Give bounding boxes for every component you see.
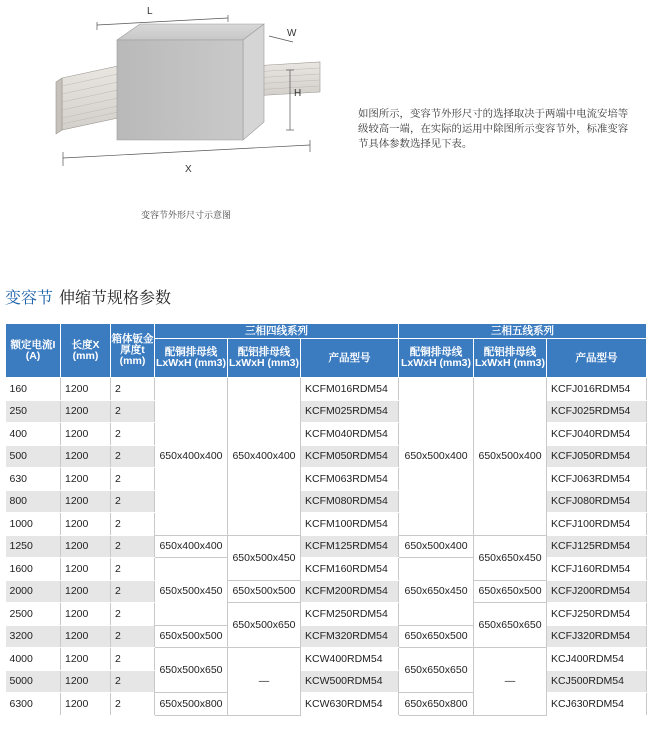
header-group-5wire: 三相五线系列 bbox=[399, 324, 647, 339]
cell-thickness: 2 bbox=[111, 580, 155, 603]
cell-model-4wire: KCFM025RDM54 bbox=[301, 400, 399, 423]
cell-al-4wire: 650x500x500 bbox=[228, 580, 301, 603]
cell-model-5wire: KCJ400RDM54 bbox=[547, 648, 647, 671]
cell-length: 1200 bbox=[61, 468, 111, 491]
cell-current: 1250 bbox=[6, 535, 61, 558]
cell-model-4wire: KCFM080RDM54 bbox=[301, 490, 399, 513]
cell-current: 4000 bbox=[6, 648, 61, 671]
cell-thickness: 2 bbox=[111, 445, 155, 468]
cell-length: 1200 bbox=[61, 513, 111, 536]
header-current: 额定电流I (A) bbox=[6, 324, 61, 378]
table-row bbox=[6, 423, 647, 446]
table-row bbox=[6, 513, 647, 536]
dim-label-w: W bbox=[287, 28, 297, 39]
cell-model-5wire: KCFJ040RDM54 bbox=[547, 423, 647, 446]
header-length: 长度X (mm) bbox=[61, 324, 111, 378]
spec-table bbox=[5, 323, 647, 716]
cell-al-5wire: 650x650x650 bbox=[474, 603, 547, 648]
cell-thickness: 2 bbox=[111, 625, 155, 648]
cell-al-5wire: 650x500x400 bbox=[474, 378, 547, 536]
section-title bbox=[5, 285, 171, 308]
cell-current: 3200 bbox=[6, 625, 61, 648]
cell-length: 1200 bbox=[61, 558, 111, 581]
cell-model-5wire: KCFJ100RDM54 bbox=[547, 513, 647, 536]
table-row bbox=[6, 670, 647, 693]
table-row bbox=[6, 445, 647, 468]
cell-length: 1200 bbox=[61, 445, 111, 468]
cell-length: 1200 bbox=[61, 423, 111, 446]
header-model-4wire: 产品型号 bbox=[301, 339, 399, 378]
cell-thickness: 2 bbox=[111, 468, 155, 491]
cell-thickness: 2 bbox=[111, 423, 155, 446]
cell-current: 5000 bbox=[6, 670, 61, 693]
cell-thickness: 2 bbox=[111, 513, 155, 536]
cell-model-5wire: KCFJ250RDM54 bbox=[547, 603, 647, 626]
cell-model-4wire: KCFM063RDM54 bbox=[301, 468, 399, 491]
cell-current: 500 bbox=[6, 445, 61, 468]
cell-model-4wire: KCW400RDM54 bbox=[301, 648, 399, 671]
cell-cu-4wire: 650x500x450 bbox=[155, 558, 228, 626]
cell-model-4wire: KCFM320RDM54 bbox=[301, 625, 399, 648]
table-row bbox=[6, 378, 647, 401]
cell-al-4wire: 650x400x400 bbox=[228, 378, 301, 536]
cell-model-4wire: KCFM250RDM54 bbox=[301, 603, 399, 626]
cell-thickness: 2 bbox=[111, 378, 155, 401]
header-al-5wire: 配铝排母线 LxWxH (mm3) bbox=[474, 339, 547, 378]
cell-thickness: 2 bbox=[111, 558, 155, 581]
cell-length: 1200 bbox=[61, 648, 111, 671]
cell-model-5wire: KCFJ160RDM54 bbox=[547, 558, 647, 581]
cell-current: 2500 bbox=[6, 603, 61, 626]
table-row bbox=[6, 535, 647, 558]
cell-al-4wire: 650x500x450 bbox=[228, 535, 301, 580]
cell-length: 1200 bbox=[61, 400, 111, 423]
cell-thickness: 2 bbox=[111, 693, 155, 716]
cell-model-4wire: KCFM016RDM54 bbox=[301, 378, 399, 401]
cell-model-5wire: KCFJ080RDM54 bbox=[547, 490, 647, 513]
enclosure-box bbox=[117, 24, 264, 140]
cell-length: 1200 bbox=[61, 535, 111, 558]
table-row bbox=[6, 468, 647, 491]
cell-current: 630 bbox=[6, 468, 61, 491]
cell-thickness: 2 bbox=[111, 603, 155, 626]
cell-thickness: 2 bbox=[111, 648, 155, 671]
table-row bbox=[6, 580, 647, 603]
table-row bbox=[6, 490, 647, 513]
cell-cu-5wire: 650x650x450 bbox=[399, 558, 474, 626]
cell-model-4wire: KCFM040RDM54 bbox=[301, 423, 399, 446]
cell-current: 160 bbox=[6, 378, 61, 401]
cell-thickness: 2 bbox=[111, 670, 155, 693]
cell-model-5wire: KCFJ025RDM54 bbox=[547, 400, 647, 423]
cell-cu-5wire: 650x500x400 bbox=[399, 535, 474, 558]
cell-cu-4wire: 650x500x500 bbox=[155, 625, 228, 648]
table-row bbox=[6, 558, 647, 581]
cell-cu-5wire: 650x650x800 bbox=[399, 693, 474, 716]
table-row bbox=[6, 603, 647, 626]
cell-model-4wire: KCFM200RDM54 bbox=[301, 580, 399, 603]
cell-current: 800 bbox=[6, 490, 61, 513]
cell-model-5wire: KCFJ200RDM54 bbox=[547, 580, 647, 603]
cell-cu-5wire: 650x650x500 bbox=[399, 625, 474, 648]
header-cu-4wire: 配铜排母线 LxWxH (mm3) bbox=[155, 339, 228, 378]
cell-model-4wire: KCFM100RDM54 bbox=[301, 513, 399, 536]
cell-model-4wire: KCW500RDM54 bbox=[301, 670, 399, 693]
cell-current: 250 bbox=[6, 400, 61, 423]
cell-current: 2000 bbox=[6, 580, 61, 603]
dim-label-h: H bbox=[294, 88, 302, 99]
header-thickness: 箱体钣金厚度t (mm) bbox=[111, 324, 155, 378]
cell-al-4wire: — bbox=[228, 648, 301, 716]
cell-cu-4wire: 650x500x800 bbox=[155, 693, 228, 716]
cell-length: 1200 bbox=[61, 490, 111, 513]
cell-cu-5wire: 650x650x650 bbox=[399, 648, 474, 693]
cell-cu-4wire: 650x400x400 bbox=[155, 535, 228, 558]
cell-length: 1200 bbox=[61, 670, 111, 693]
cell-length: 1200 bbox=[61, 625, 111, 648]
cell-thickness: 2 bbox=[111, 490, 155, 513]
cell-model-5wire: KCFJ063RDM54 bbox=[547, 468, 647, 491]
table-row bbox=[6, 625, 647, 648]
cell-length: 1200 bbox=[61, 580, 111, 603]
table-row bbox=[6, 400, 647, 423]
cell-model-5wire: KCFJ050RDM54 bbox=[547, 445, 647, 468]
cell-cu-5wire: 650x500x400 bbox=[399, 378, 474, 536]
cell-cu-4wire: 650x500x650 bbox=[155, 648, 228, 693]
cell-model-4wire: KCFM125RDM54 bbox=[301, 535, 399, 558]
cell-thickness: 2 bbox=[111, 535, 155, 558]
cell-model-4wire: KCW630RDM54 bbox=[301, 693, 399, 716]
cell-length: 1200 bbox=[61, 378, 111, 401]
cell-al-4wire: 650x500x650 bbox=[228, 603, 301, 648]
header-cu-5wire: 配铜排母线 LxWxH (mm3) bbox=[399, 339, 474, 378]
cell-current: 1000 bbox=[6, 513, 61, 536]
header-al-4wire: 配铝排母线 LxWxH (mm3) bbox=[228, 339, 301, 378]
cell-model-5wire: KCJ500RDM54 bbox=[547, 670, 647, 693]
cell-al-5wire: 650x650x450 bbox=[474, 535, 547, 580]
left-busbar bbox=[56, 66, 118, 134]
cell-length: 1200 bbox=[61, 693, 111, 716]
dim-label-l: L bbox=[147, 6, 153, 17]
cell-model-5wire: KCFJ320RDM54 bbox=[547, 625, 647, 648]
section-title-accent: 变容节 bbox=[5, 288, 54, 307]
header-group-4wire: 三相四线系列 bbox=[155, 324, 399, 339]
cell-length: 1200 bbox=[61, 603, 111, 626]
cell-thickness: 2 bbox=[111, 400, 155, 423]
cell-model-5wire: KCFJ125RDM54 bbox=[547, 535, 647, 558]
cell-cu-4wire: 650x400x400 bbox=[155, 378, 228, 536]
cell-model-5wire: KCFJ016RDM54 bbox=[547, 378, 647, 401]
cell-model-4wire: KCFM050RDM54 bbox=[301, 445, 399, 468]
cell-model-4wire: KCFM160RDM54 bbox=[301, 558, 399, 581]
cell-al-5wire: 650x650x500 bbox=[474, 580, 547, 603]
header-model-5wire: 产品型号 bbox=[547, 339, 647, 378]
cell-current: 400 bbox=[6, 423, 61, 446]
cell-current: 1600 bbox=[6, 558, 61, 581]
dim-label-x: X bbox=[185, 164, 192, 175]
figure-caption: 变容节外形尺寸示意图 bbox=[141, 211, 232, 221]
cell-model-5wire: KCJ630RDM54 bbox=[547, 693, 647, 716]
table-row bbox=[6, 693, 647, 716]
table-row bbox=[6, 648, 647, 671]
description-text: 如图所示，变容节外形尺寸的选择取决于两端中电流安培等级较高一端，在实际的运用中除图所示变容节外，标准变容节具体参数选择见下表。 bbox=[358, 108, 629, 150]
section-title-rest: 伸缩节规格参数 bbox=[59, 288, 172, 307]
cell-current: 6300 bbox=[6, 693, 61, 716]
cell-al-5wire: — bbox=[474, 648, 547, 716]
